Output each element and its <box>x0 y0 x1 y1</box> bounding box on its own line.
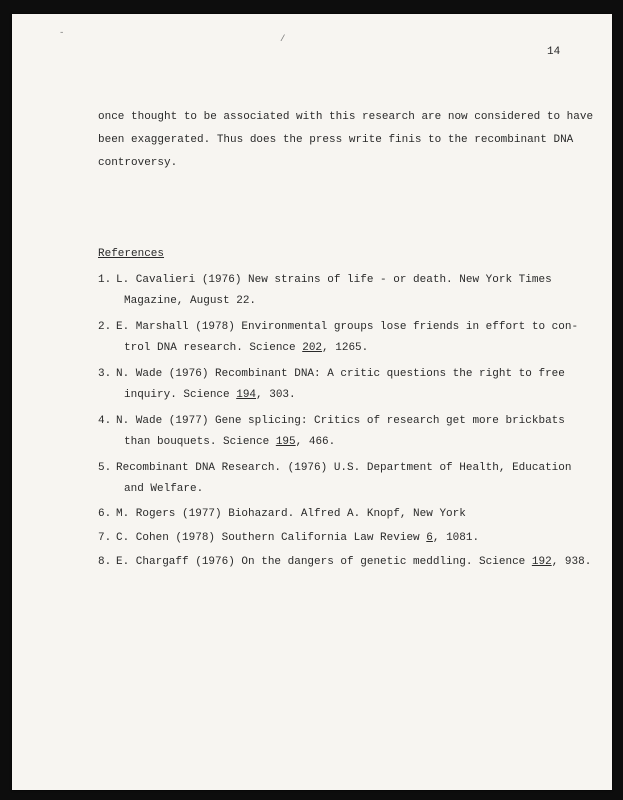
reference-text: than bouquets. Science <box>124 436 276 448</box>
volume-number: 6 <box>426 532 433 544</box>
document-page <box>12 14 612 790</box>
reference-item <box>98 508 466 520</box>
reference-continuation <box>98 342 578 354</box>
reference-number: 7. <box>98 532 112 544</box>
reference-number: 1. <box>98 274 112 286</box>
volume-number: 202 <box>302 342 323 354</box>
reference-text: L. Cavalieri (1976) New strains of life - or death. New York Times <box>116 274 552 286</box>
page-number: 14 <box>547 46 561 58</box>
volume-number: 194 <box>236 389 257 401</box>
reference-text: E. Chargaff (1976) On the dangers of genetic meddling. Science <box>116 556 532 568</box>
reference-item <box>98 368 565 401</box>
volume-number: 192 <box>531 556 552 568</box>
reference-item <box>98 321 578 354</box>
reference-number: 6. <box>98 508 112 520</box>
reference-number: 4. <box>98 415 112 427</box>
volume-number: 195 <box>275 436 296 448</box>
reference-item <box>98 556 591 568</box>
reference-text: N. Wade (1976) Recombinant DNA: A critic questions the right to free <box>116 368 565 380</box>
reference-continuation <box>98 436 565 448</box>
reference-item <box>98 415 565 448</box>
paragraph-line: once thought to be associated with this research are now considered to have <box>98 111 594 123</box>
reference-continuation: and Welfare. <box>124 483 204 495</box>
reference-number: 3. <box>98 368 112 380</box>
reference-text: , 303. <box>256 389 296 401</box>
paragraph-line: been exaggerated. Thus does the press write finis to the recombinant DNA <box>98 134 574 146</box>
reference-item <box>98 274 552 307</box>
reference-text: M. Rogers (1977) Biohazard. Alfred A. Knopf, New York <box>116 508 466 520</box>
reference-continuation <box>98 389 565 401</box>
paragraph-line: controversy. <box>98 157 178 169</box>
reference-item <box>98 532 479 544</box>
reference-text: , 466. <box>295 436 336 448</box>
reference-number: 2. <box>98 321 112 333</box>
stray-mark: / <box>280 34 286 44</box>
reference-text: inquiry. Science <box>124 389 237 401</box>
reference-text: , 1081. <box>432 532 480 544</box>
stray-mark: - <box>59 28 65 38</box>
reference-number: 5. <box>98 462 112 474</box>
reference-text: , 1265. <box>322 342 369 354</box>
reference-text: Recombinant DNA Research. (1976) U.S. Department of Health, Education <box>116 462 572 474</box>
reference-item <box>98 462 571 495</box>
reference-text: E. Marshall (1978) Environmental groups lose friends in effort to con- <box>116 321 579 333</box>
body-paragraph <box>98 106 598 175</box>
reference-text: N. Wade (1977) Gene splicing: Critics of research get more brickbats <box>116 415 565 427</box>
reference-text: trol DNA research. Science <box>124 342 303 354</box>
references-heading: References <box>98 248 165 260</box>
reference-text: , 938. <box>551 556 592 568</box>
reference-number: 8. <box>98 556 112 568</box>
reference-continuation: Magazine, August 22. <box>124 295 257 307</box>
reference-text: C. Cohen (1978) Southern California Law Review <box>116 532 427 544</box>
